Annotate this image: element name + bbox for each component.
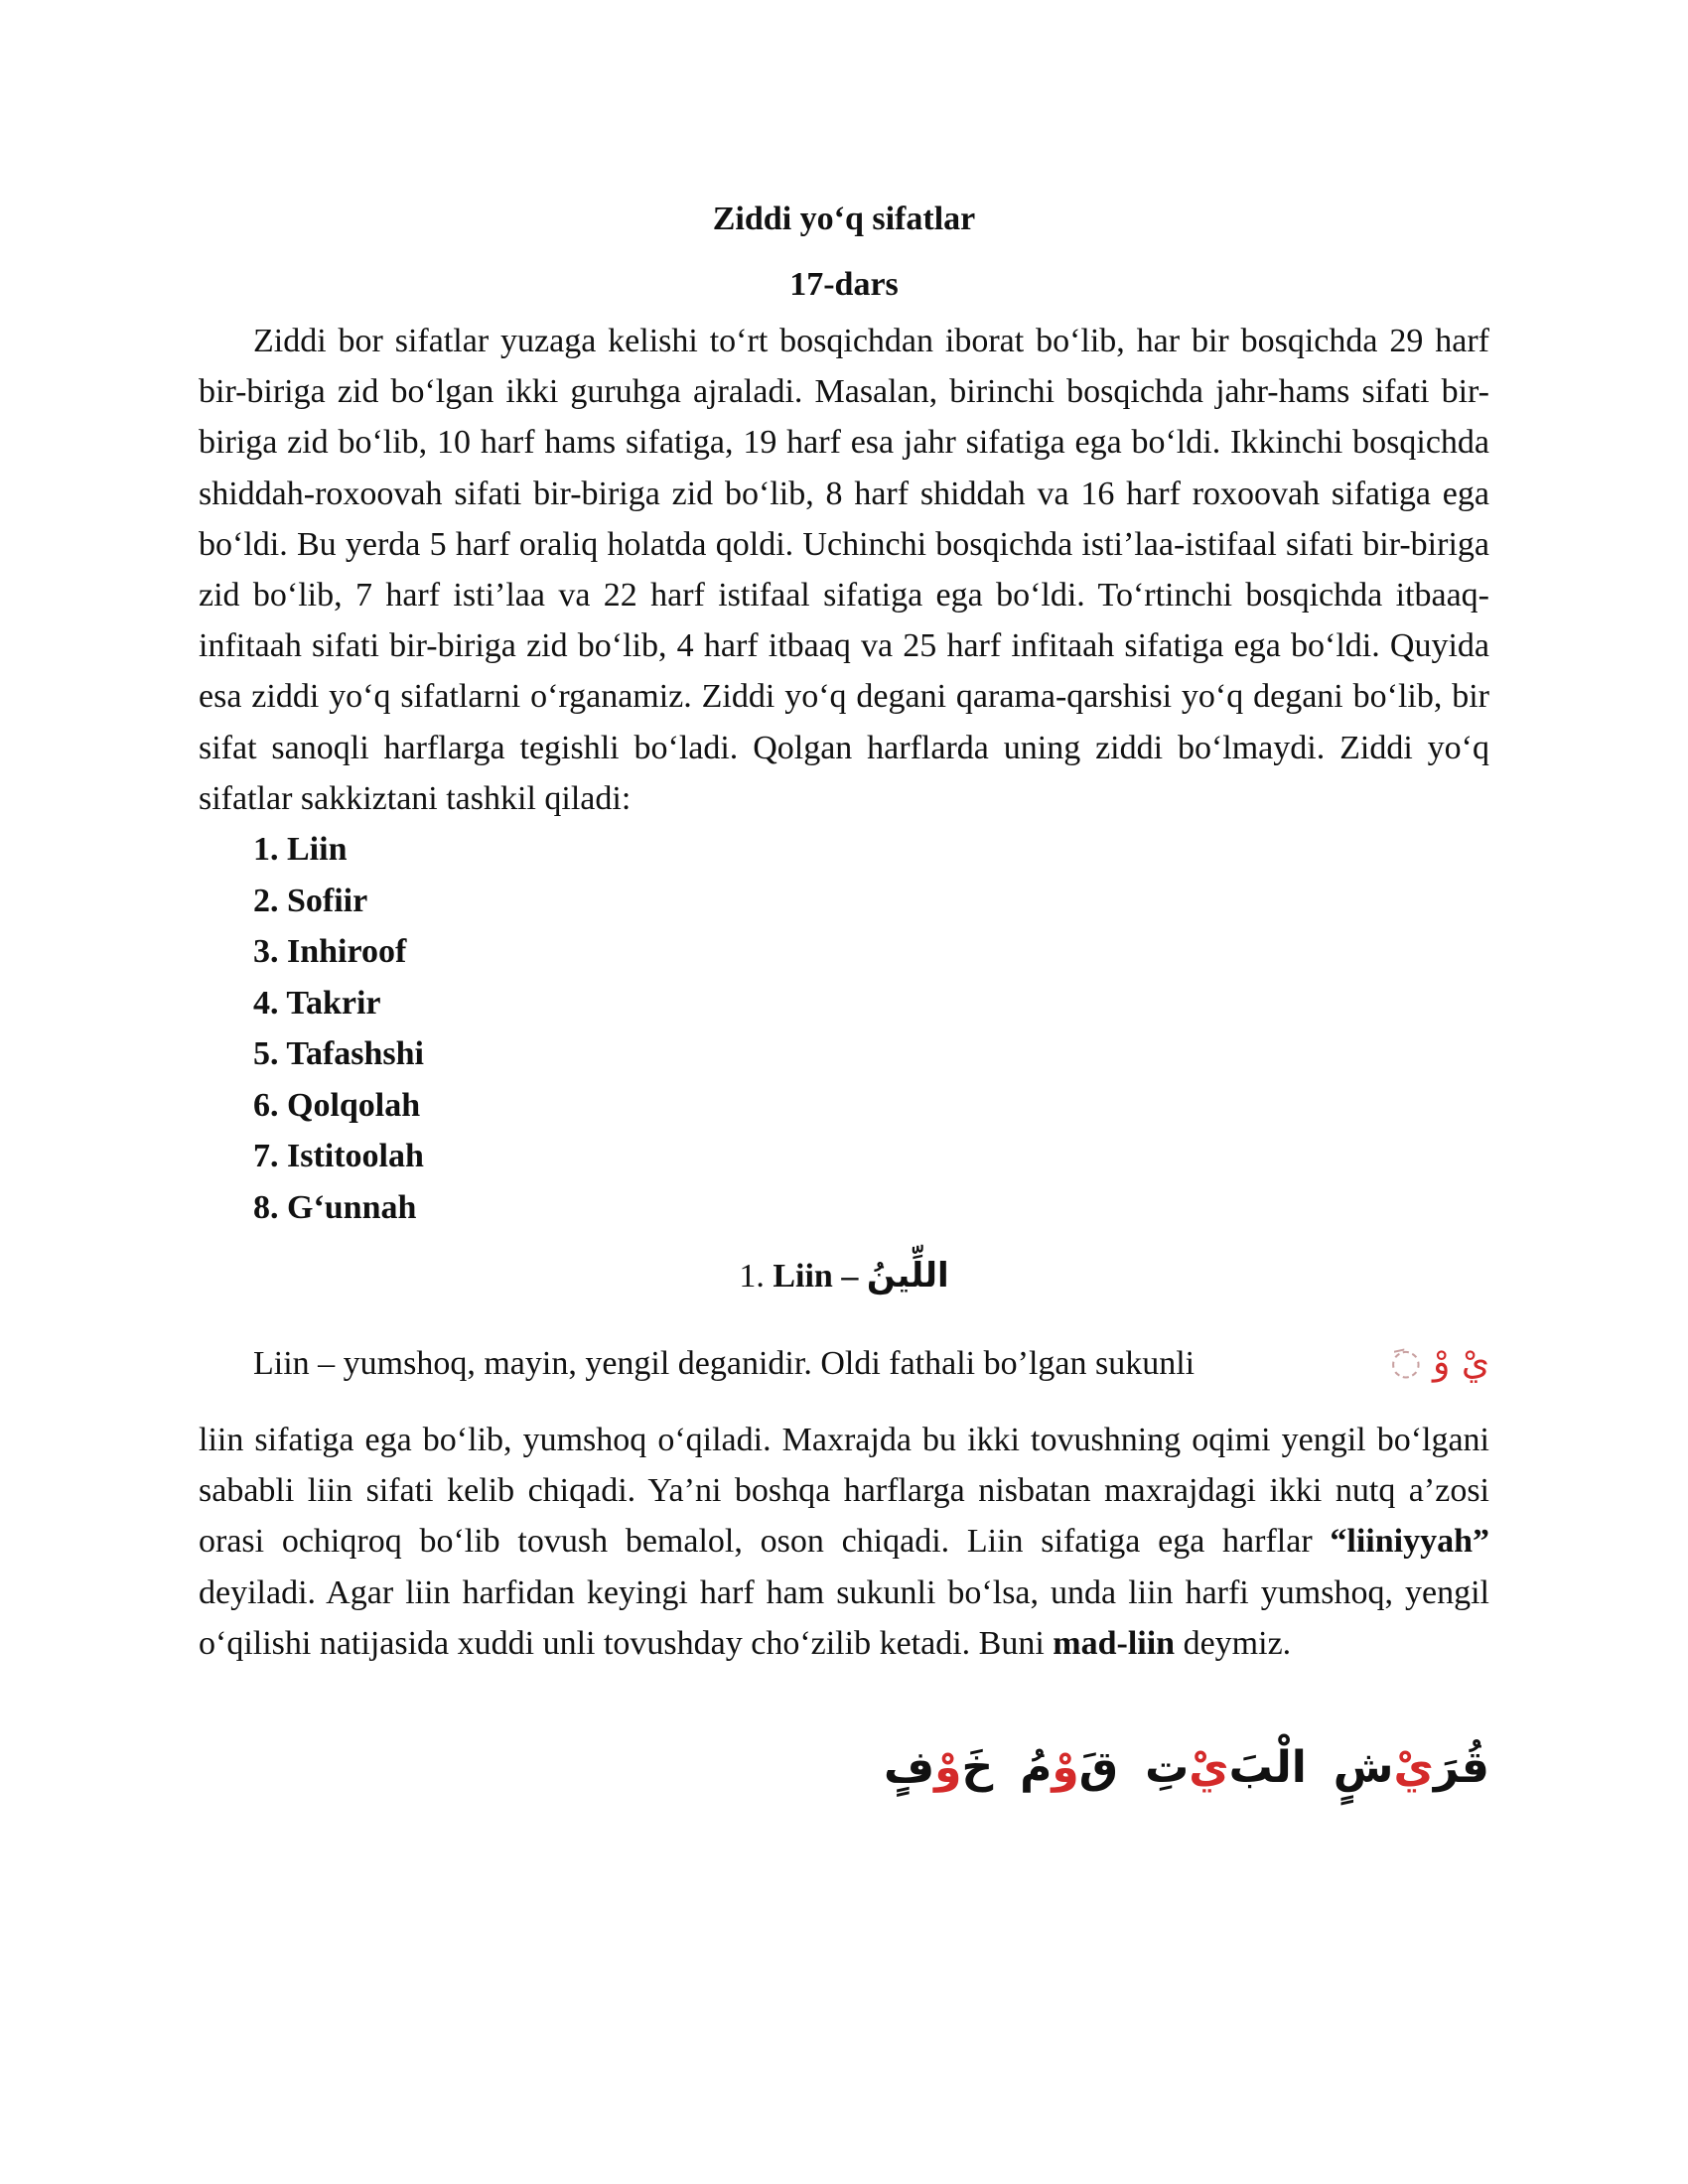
list-item: 1. Liin xyxy=(253,831,348,869)
example-word: خَوْفٍ xyxy=(884,1742,994,1794)
list-item: 4. Takrir xyxy=(253,984,381,1022)
section-number: 1. xyxy=(739,1258,765,1296)
list-item: 5. Tafashshi xyxy=(253,1035,424,1073)
lesson-number: 17-dars xyxy=(789,266,899,303)
example-word: الْبَيْتِ xyxy=(1145,1742,1307,1794)
list-item: 3. Inhiroof xyxy=(253,933,407,971)
liin-letters xyxy=(1390,1337,1489,1388)
term-mad-liin: mad-liin xyxy=(1053,1624,1176,1662)
section-heading-liin xyxy=(199,1251,1489,1301)
list-item: 7. Istitoolah xyxy=(253,1138,424,1175)
list-item: 6. Qolqolah xyxy=(253,1086,421,1124)
letter-waw: وْ xyxy=(1432,1342,1451,1384)
liin-examples xyxy=(884,1738,1489,1798)
liin-body-text: liin sifatiga ega bo‘lib, yumshoq o‘qiladi. Maxrajda bu ikki tovushning oqimi yengil bo‘lgani sababli liin sifati kelib chiqadi. Ya’ni boshqa harflarga nisbatan maxrajdagi ikki nutq a’zosi orasi ochiqroq bo‘lib tovush bemalol, oson chiqadi. Liin sifatiga ega harflar xyxy=(199,1422,1489,1561)
example-word: قُرَيْشٍ xyxy=(1333,1742,1489,1794)
example-word: قَوْمُ xyxy=(1020,1742,1119,1794)
fatha-mark: ◌َ xyxy=(1390,1342,1422,1384)
intro-paragraph: Ziddi bor sifatlar yuzaga kelishi to‘rt bosqichdan iborat bo‘lib, har bir bosqichda 29 harf bir-biriga zid bo‘lgan ikki guruhga ajraladi. Masalan, birinchi bosqichda jahr-hams sifati bir-biriga zid bo‘lib, 10 harf hams sifatiga, 19 harf esa jahr sifatiga ega bo‘ldi. Ikkinchi bosqichda shiddah-roxoovah sifati bir-biriga zid bo‘lib, 8 harf shiddah va 16 harf roxoovah sifatiga ega bo‘ldi. Bu yerda 5 harf oraliq holatda qoldi. Uchinchi bosqichda isti’laa-istifaal sifati bir-biriga zid bo‘lib, 7 harf isti’laa va 22 harf istifaal sifatiga ega bo‘ldi. To‘rtinchi bosqichda itbaaq-infitaah sifati bir-biriga zid bo‘lib, 4 harf itbaaq va 25 harf infitaah sifatiga ega bo‘ldi. Quyida esa ziddi yo‘q sifatlarni o‘rganamiz. Ziddi yo‘q degani qarama-qarshisi yo‘q degani bo‘lib, bir sifat sanoqli harflarga tegishli bo‘ladi. Qolgan harflarda uning ziddi bo‘lmaydi. Ziddi yo‘q sifatlar sakkiztani tashkil qiladi: xyxy=(199,323,1489,817)
liin-paragraph-first-line xyxy=(199,1337,1489,1389)
liin-definition-text: Liin – yumshoq, mayin, yengil deganidir. Oldi fathali bo’lgan sukunli xyxy=(253,1345,1196,1383)
section-name: Liin – xyxy=(773,1258,859,1296)
liin-body-end: deymiz. xyxy=(1183,1624,1292,1662)
letter-ya: يْ xyxy=(1461,1342,1489,1384)
page-title: Ziddi yo‘q sifatlar xyxy=(712,201,976,237)
liin-body-middle: deyiladi. Agar liin harfidan keyingi harf ham sukunli bo‘lsa, unda liin harfi yumshoq, yengil o‘qilishi natijasida xuddi unli tovushday cho‘zilib ketadi. Buni xyxy=(199,1573,1489,1662)
sifat-list xyxy=(199,824,1489,1233)
list-item: 8. G‘unnah xyxy=(253,1188,417,1226)
liin-paragraph-body xyxy=(199,1415,1489,1669)
term-liiniyyah: “liiniyyah” xyxy=(1330,1523,1489,1561)
list-item: 2. Sofiir xyxy=(253,882,368,919)
section-arabic-term: اللِّينُ xyxy=(866,1256,949,1297)
